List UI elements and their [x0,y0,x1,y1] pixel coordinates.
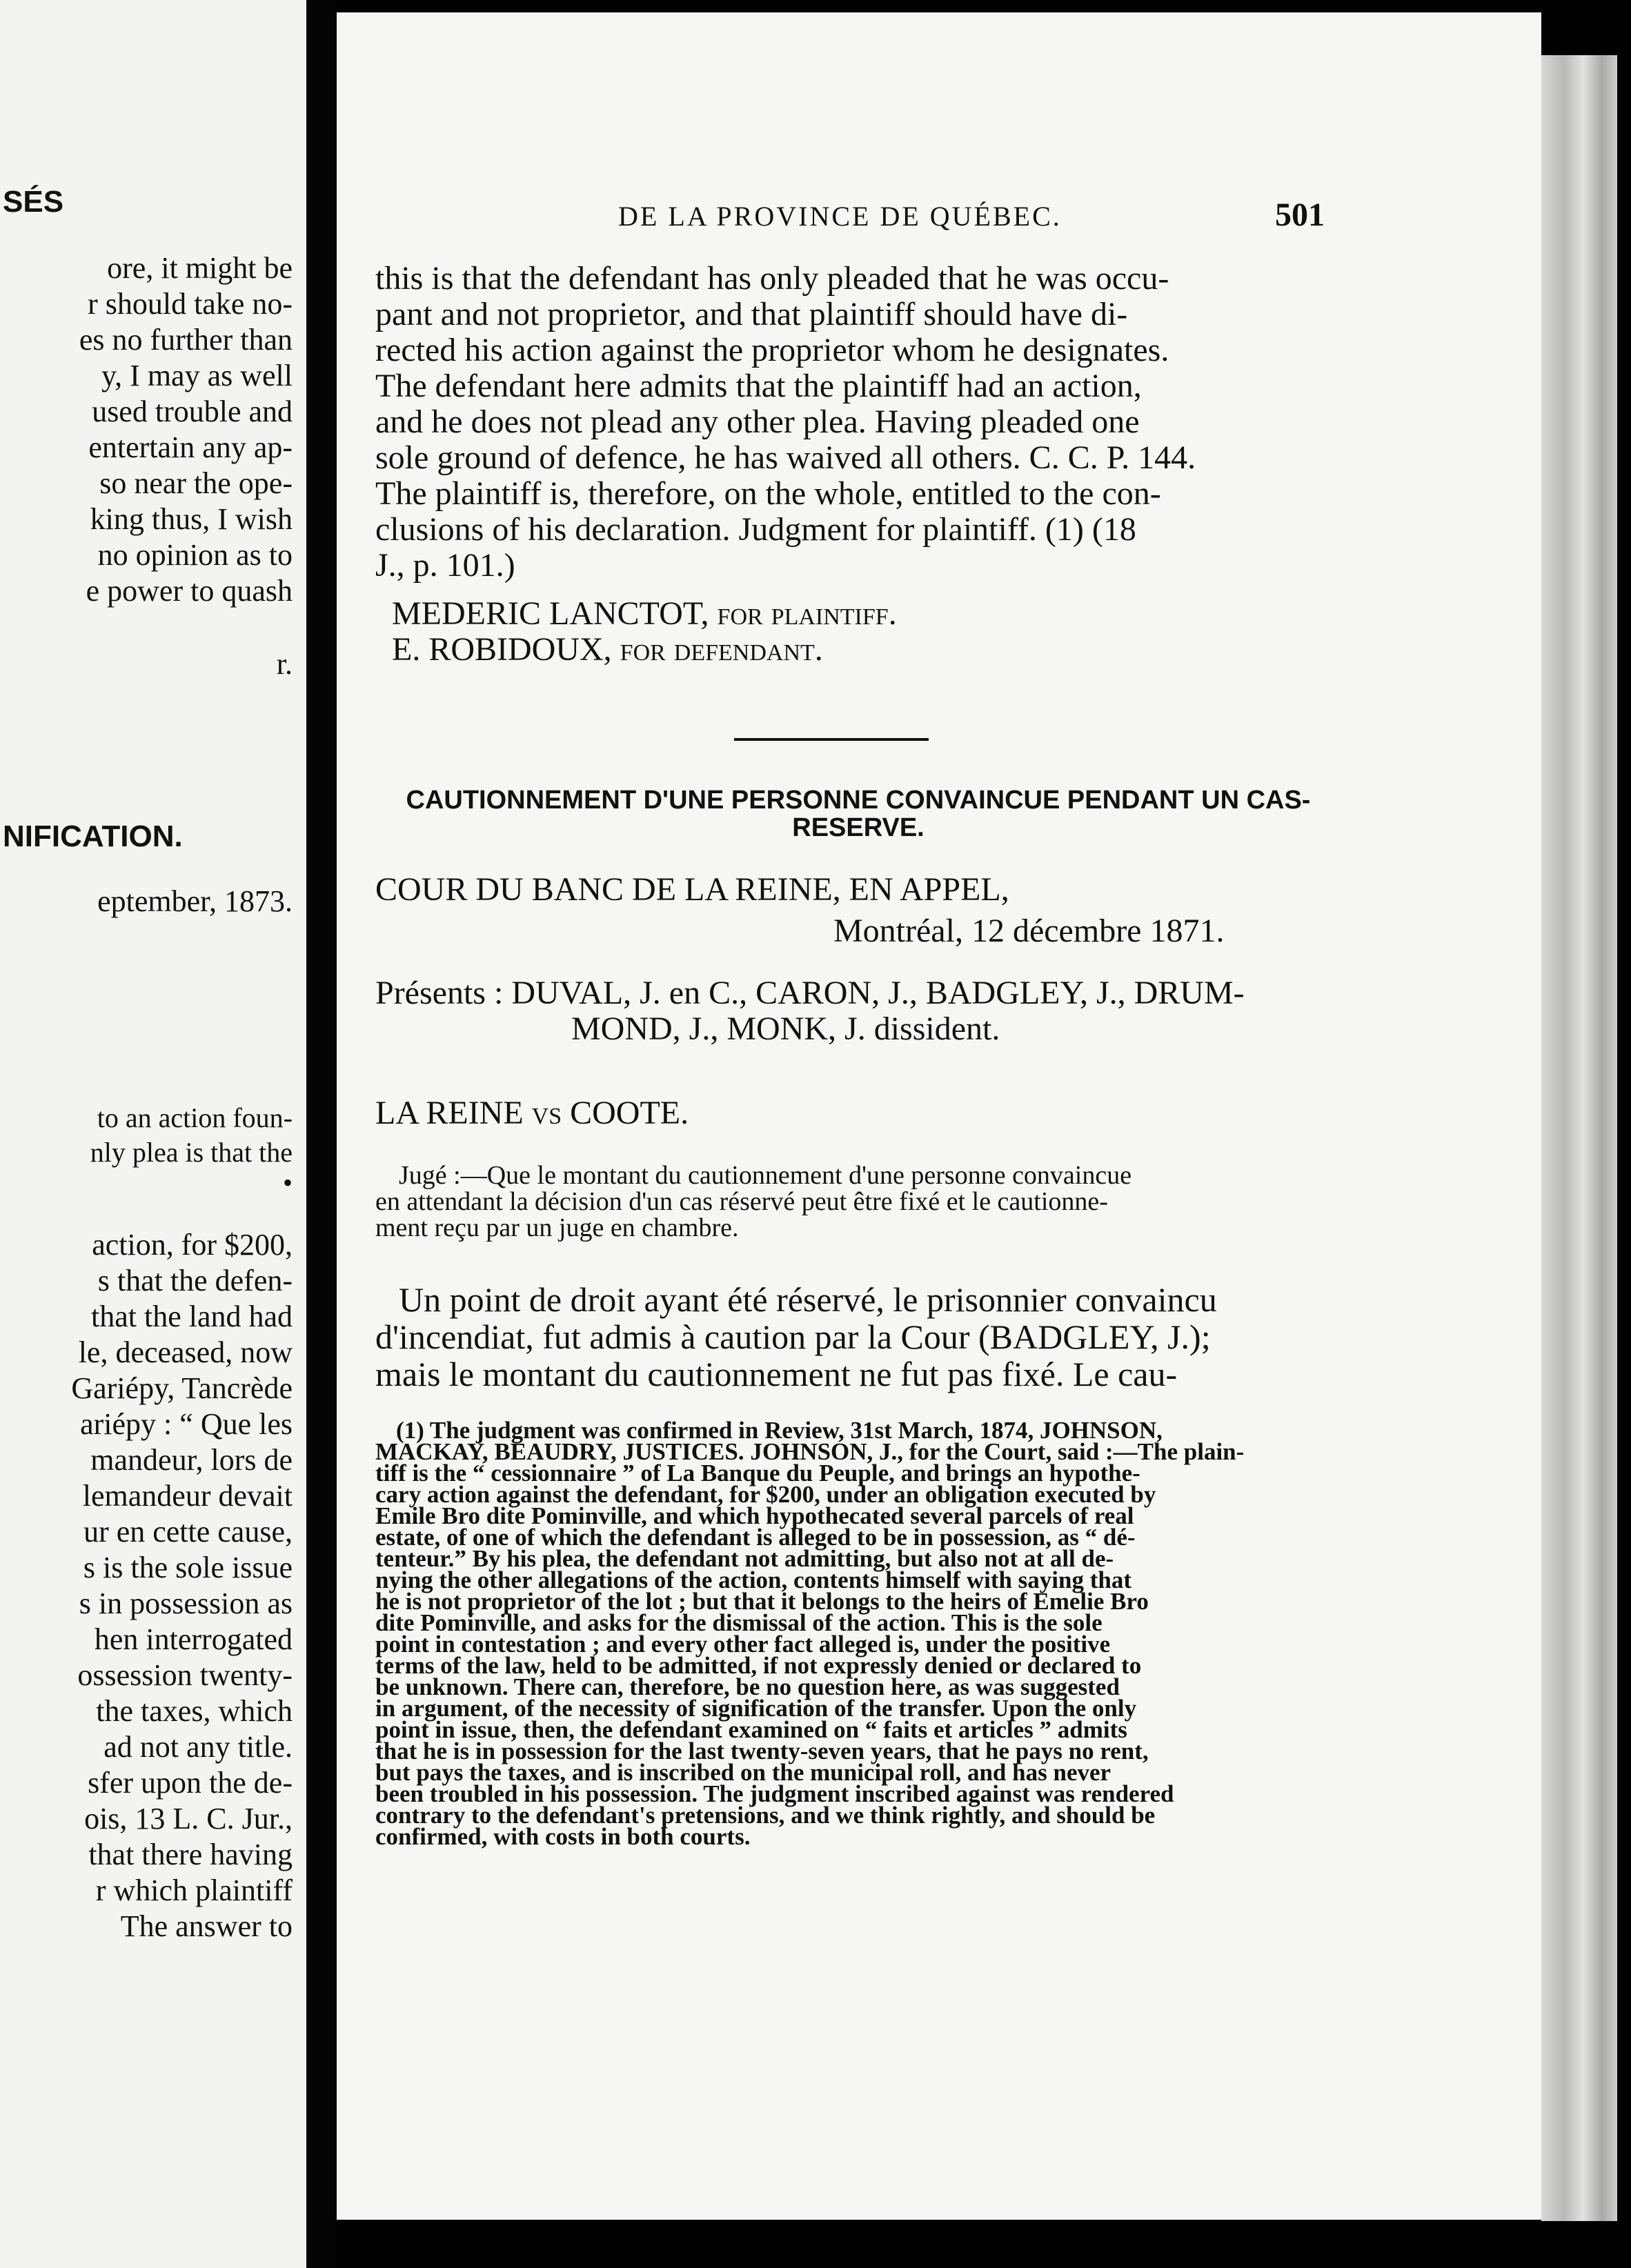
footnote-line: in argument, of the necessity of signification of the transfer. Upon the only [375,1695,1137,1722]
footnote-line: point in issue, then, the defendant examined on “ faits et articles ” admits [375,1716,1127,1743]
left-page-line: ois, 13 L. C. Jur., [84,1802,293,1836]
case-parties: LA REINE vs COOTE. [375,1095,689,1131]
left-page-line: sfer upon the de- [88,1766,293,1800]
left-page-line: entertain any ap- [88,430,293,464]
footnote-line: point in contestation ; and every other fact alleged is, under the positive [375,1631,1111,1658]
left-page-line: e power to quash [86,574,293,608]
footnote-line: contrary to the defendant's pretensions, and we think rightly, and should be [375,1802,1156,1829]
left-page-line: s is the sole issue [83,1551,293,1584]
left-page-line: ur en cette cause, [83,1515,293,1549]
left-page-line: r which plaintiff [95,1873,293,1907]
footnote-line: but pays the taxes, and is inscribed on the municipal roll, and has never [375,1759,1111,1786]
footnote-line: cary action against the defendant, for $200, under an obligation executed by [375,1481,1156,1508]
left-page-line: no opinion as to [97,538,293,572]
left-page-line: Gariépy, Tancrède [71,1371,293,1405]
case-title-line-1: CAUTIONNEMENT D'UNE PERSONNE CONVAINCUE PENDANT UN CAS- [406,786,1311,815]
footnote-line: confirmed, with costs in both courts. [375,1823,751,1850]
footnote-line: tenteur.” By his plea, the defendant not admitting, but also not at all de- [375,1545,1114,1572]
left-page-line: eptember, 1873. [97,884,293,918]
left-page-line: r should take no- [88,287,293,321]
court-name: COUR DU BANC DE LA REINE, EN APPEL, [375,871,1009,908]
left-page-line: mandeur, lors de [90,1443,293,1477]
left-page-line: ore, it might be [107,251,293,285]
right-page [337,12,1541,2220]
page-number: 501 [1275,197,1325,233]
left-page-line: ariépy : “ Que les [80,1407,293,1441]
left-page-line: The answer to [120,1909,293,1943]
headnote-line: en attendant la décision d'un cas réservé peut être fixé et le cautionne- [375,1187,1108,1216]
opinion-line: Un point de droit ayant été réservé, le prisonnier convaincu [399,1280,1217,1319]
body-line: and he does not plead any other plea. Having pleaded one [375,404,1140,440]
left-page-line: r. [276,647,293,681]
judges-line-1: Présents : DUVAL, J. en C., CARON, J., BADGLEY, J., DRUM- [375,975,1245,1011]
section-divider [734,738,929,741]
footnote-line: Emile Bro dite Pominville, and which hypothecated several parcels of real [375,1502,1134,1529]
body-line: sole ground of defence, he has waived all others. C. C. P. 144. [375,439,1196,476]
counsel-line: MEDERIC LANCTOT, for plaintiff. [392,595,897,632]
running-head: DE LA PROVINCE DE QUÉBEC. [618,201,1062,232]
body-line: this is that the defendant has only pleaded that he was occu- [375,260,1169,297]
left-page-line: es no further than [79,323,293,357]
footnote-line: he is not proprietor of the lot ; but that it belongs to the heirs of Emelie Bro [375,1588,1149,1615]
opinion-line: mais le montant du cautionnement ne fut pas fixé. Le cau- [375,1355,1178,1393]
left-page-line: to an action foun- [97,1102,293,1133]
counsel-line: E. ROBIDOUX, for defendant. [392,631,823,668]
footnote-line: terms of the law, held to be admitted, if not expressly denied or declared to [375,1652,1142,1679]
footnote-line: dite Pominville, and asks for the dismissal of the action. This is the sole [375,1609,1103,1636]
footnote-line: that he is in possession for the last twenty-seven years, that he pays no rent, [375,1738,1149,1764]
footnote-line: (1) The judgment was confirmed in Review, 31st March, 1874, JOHNSON, [396,1417,1163,1444]
left-page-line: used trouble and [92,395,293,428]
left-page-line: lemandeur devait [82,1479,293,1513]
body-line: J., p. 101.) [375,547,515,584]
case-title-line-2: RESERVE. [792,813,925,842]
footnote-line: estate, of one of which the defendant is alleged to be in possession, as “ dé- [375,1524,1136,1551]
headnote-line: Jugé :—Que le montant du cautionnement d'une personne convaincue [399,1161,1132,1190]
body-line: pant and not proprietor, and that plaintiff should have di- [375,296,1128,332]
place-date: Montréal, 12 décembre 1871. [833,913,1225,949]
left-page-line: • [282,1167,293,1198]
book-gutter [306,0,337,2268]
left-page [0,0,306,2268]
body-line: rected his action against the proprietor whom he designates. [375,332,1169,368]
footnote-line: tiff is the “ cessionnaire ” of La Banque du Peuple, and brings an hypothe- [375,1460,1140,1486]
body-line: clusions of his declaration. Judgment for plaintiff. (1) (18 [375,511,1136,548]
left-page-line: nly plea is that the [90,1137,293,1168]
footnote-line: nying the other allegations of the action, contents himself with saying that [375,1566,1132,1593]
left-page-line: the taxes, which [96,1694,293,1728]
body-line: The plaintiff is, therefore, on the whole, entitled to the con- [375,475,1161,512]
left-page-line: ossession twenty- [77,1658,293,1692]
left-page-line: s in possession as [79,1586,293,1620]
page-edges [1541,55,1617,2221]
footnote-line: be unknown. There can, therefore, be no question here, as was suggested [375,1673,1120,1700]
left-page-line: that there having [88,1838,293,1871]
footnote-line: MACKAY, BEAUDRY, JUSTICES. JOHNSON, J., for the Court, said :—The plain- [375,1438,1245,1465]
left-page-line: hen interrogated [94,1622,293,1656]
left-page-line: action, for $200, [92,1228,293,1262]
judges-line-2: MOND, J., MONK, J. dissident. [571,1011,1000,1047]
left-page-line: le, deceased, now [78,1335,293,1369]
left-page-line: ad not any title. [103,1730,293,1764]
headnote-line: ment reçu par un juge en chambre. [375,1213,739,1242]
opinion-line: d'incendiat, fut admis à caution par la Cour (BADGLEY, J.); [375,1317,1211,1356]
left-page-line: that the land had [90,1300,293,1333]
body-line: The defendant here admits that the plaintiff had an action, [375,368,1142,404]
left-page-line: SÉS [3,185,64,219]
left-page-line: so near the ope- [99,466,293,500]
left-page-line: king thus, I wish [90,502,293,536]
footnote-line: been troubled in his possession. The judgment inscribed against was rendered [375,1780,1174,1807]
left-page-line: s that the defen- [97,1264,293,1297]
left-page-line: y, I may as well [101,359,293,392]
left-page-line: NIFICATION. [3,819,183,853]
